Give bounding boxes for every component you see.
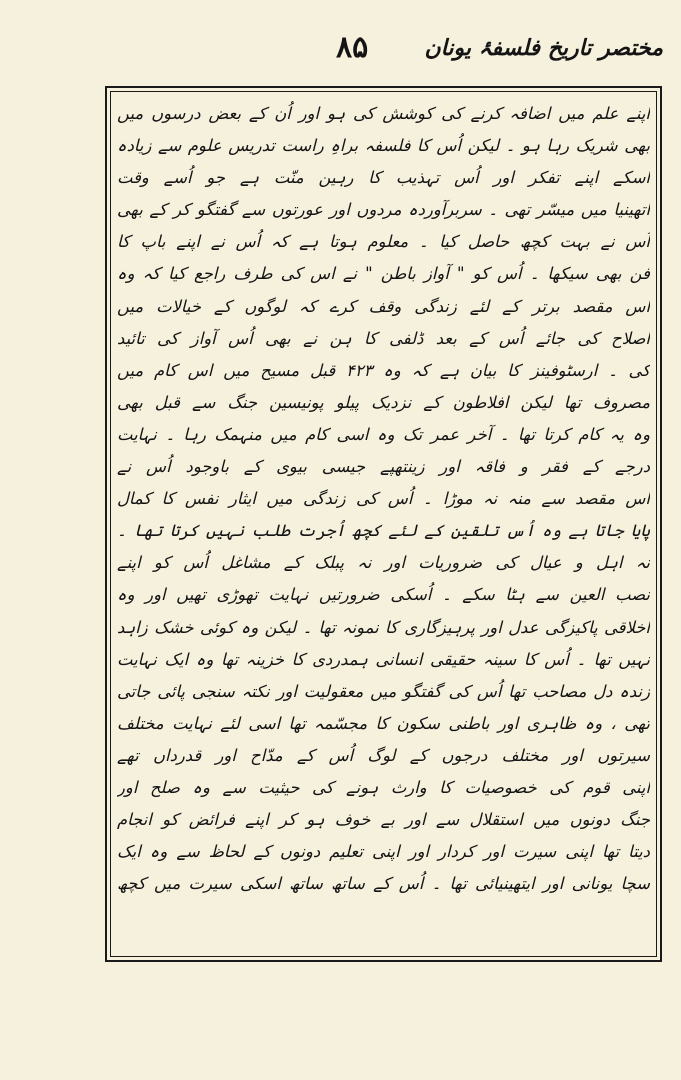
text-line: نصب العین سے ہٹا سکے ۔ اُسکی ضرورتیں نہایت تھوڑی تھیں اور وہ xyxy=(117,585,650,605)
text-line: پایا جاتا ہے وہ اُس تلقین کے لئے کچھ اُجرت طلب نہیں کرتا تھا ۔ xyxy=(117,521,650,541)
text-line: اس مقصد برتر کے لئے زندگی وقف کرے کہ لوگوں کے خیالات میں xyxy=(117,296,650,316)
text-line: اپنے علم میں اضافہ کرنے کی کوشش کی ہو اور اُن کے بعض درسوں میں xyxy=(117,104,650,123)
text-line: اُس نے بہت کچھ حاصل کیا ۔ معلوم ہوتا ہے کہ اُس نے اپنے باپ کا xyxy=(117,232,650,252)
text-line: زندہ دل مصاحب تھا اُس کی گفتگو میں معقولیت اور نکتہ سنجی پائی جاتی xyxy=(117,681,650,701)
text-line: بھی شریک رہا ہو ۔ لیکن اُس کا فلسفہ براہِ راست تدریس علوم سے زیادہ xyxy=(117,136,650,156)
text-line: وہ یہ کام کرتا تھا ۔ آخر عمر تک وہ اسی کام میں منہمک رہا ۔ نہایت xyxy=(117,424,650,444)
text-line: درجے کے فقر و فاقہ اور زینتھپے جیسی بیوی کے باوجود اُس نے xyxy=(117,457,650,477)
text-line: دیتا تھا اپنی سیرت اور کردار اور اپنی تعلیم دونوں کے لحاظ سے وہ ایک xyxy=(117,842,650,862)
text-line: اسکے اپنے تفکر اور اُس تہذیب کا رہین منّت ہے جو اُسے وقت xyxy=(117,168,650,188)
text-frame xyxy=(105,86,662,962)
text-line: اصلاح کی جائے اُس کے بعد ڈلفی کا ہن نے بھی اُس آواز کی تائید xyxy=(117,328,650,348)
text-line: اس مقصد سے منہ نہ موڑا ۔ اُس کی زندگی میں ایثار نفس کا کمال xyxy=(117,489,650,509)
text-line: جنگ دونوں میں استقلال سے اور بے خوف ہو کر اپنے فرائض کو انجام xyxy=(117,810,650,830)
text-line: سیرتوں اور مختلف درجوں کے لوگ اُس کے مدّاح اور قدرداں تھے xyxy=(117,745,650,765)
text-line: فن بھی سیکھا ۔ اُس کو " آواز باطن " نے اس کی طرف راجع کیا کہ وہ xyxy=(117,264,650,284)
text-line: کی ۔ ارسٹوفینز کا بیان ہے کہ وہ ۴۲۳ قبل مسیح میں اس کام میں xyxy=(117,360,650,380)
running-title: مختصر تاریخ فلسفۂ یونان xyxy=(424,36,663,61)
body-text xyxy=(117,98,650,950)
text-line: نہ اہل و عیال کی ضروریات اور نہ پبلک کے مشاغل اُس کو اپنے xyxy=(117,553,650,573)
text-line: سچا یونانی اور ایتھینیائی تھا ۔ اُس کے ساتھ ساتھ اسکی سیرت میں کچھ xyxy=(117,874,650,894)
text-line: نہیں تھا ۔ اُس کا سینہ حقیقی انسانی ہمدردی کا خزینہ تھا وہ ایک نہایت xyxy=(117,649,650,669)
text-line: اخلاقی پاکیزگی عدل اور پرہیزگاری کا نمونہ تھا ۔ لیکن وہ کوئی خشک زاہد xyxy=(117,617,650,637)
text-line: اتھینیا میں میسّر تھی ۔ سربرآوردہ مردوں اور عورتوں سے گفتگو کر کے بھی xyxy=(117,200,650,220)
page-number: ۸۵ xyxy=(336,30,369,65)
page-header xyxy=(100,28,663,76)
text-line: تھی ، وہ ظاہری اور باطنی سکون کا مجسّمہ تھا اسی لئے نہایت مختلف xyxy=(117,713,650,733)
text-line: مصروف تھا لیکن افلاطون کے نزدیک پیلو پونیسین جنگ سے قبل بھی xyxy=(117,392,650,412)
text-line: اپنی قوم کی خصوصیات کا وارث ہونے کی حیثیت سے وہ صلح اور xyxy=(117,777,650,797)
